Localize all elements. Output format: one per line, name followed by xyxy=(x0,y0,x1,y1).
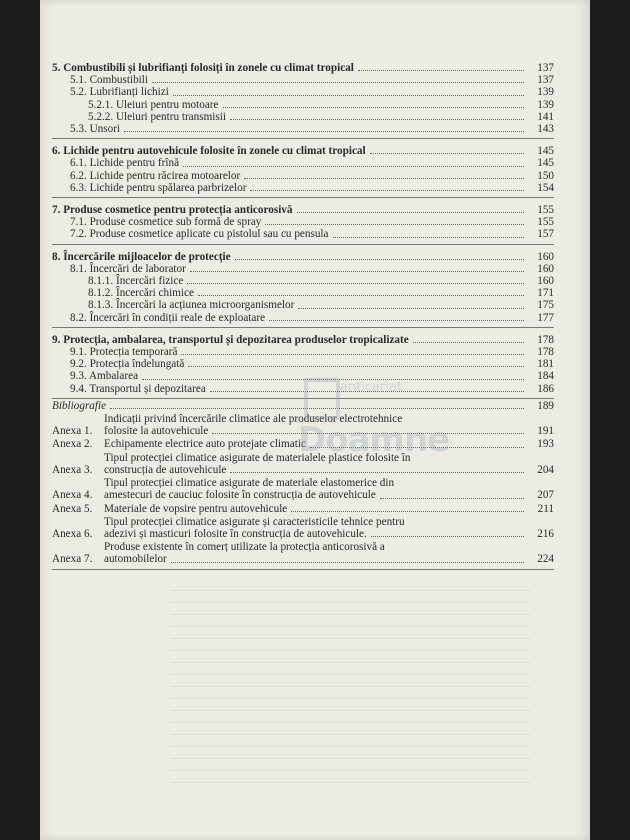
toc-entry-title: 6.1. Lichide pentru frînă xyxy=(70,157,180,170)
section-divider xyxy=(52,244,554,245)
toc-section-row xyxy=(52,275,554,287)
dot-leader xyxy=(358,70,524,71)
toc-annex-row xyxy=(52,503,554,515)
toc-entry-title: 9.1. Protecția temporară xyxy=(70,346,178,359)
toc-entry-title: 8.1.2. Încercări chimice xyxy=(88,287,194,300)
toc-entry-page: 150 xyxy=(537,169,554,182)
watermark-line1: anticariat xyxy=(340,380,403,395)
toc-section-row xyxy=(52,74,554,86)
dot-leader xyxy=(298,308,524,309)
annex-description xyxy=(104,503,528,515)
section-divider xyxy=(52,569,554,570)
annex-description xyxy=(104,477,528,501)
dot-leader xyxy=(183,166,524,167)
toc-section-row xyxy=(52,263,554,275)
dot-leader xyxy=(181,354,524,355)
toc-entry-page: 154 xyxy=(537,181,554,194)
annex-page: 191 xyxy=(537,425,554,438)
toc-entry-title: 7.2. Produse cosmetice aplicate cu pistolul sau cu pensula xyxy=(70,228,329,241)
toc-section-row xyxy=(52,182,554,194)
toc-entry-title: 5.1. Combustibili xyxy=(70,74,149,87)
toc-annex-row xyxy=(52,541,554,565)
toc-section-row xyxy=(52,123,554,135)
book-page xyxy=(40,0,590,840)
toc-entry-page: 181 xyxy=(537,358,554,371)
table-of-contents xyxy=(52,56,554,570)
toc-entry-title: 5.2.1. Uleiuri pentru motoare xyxy=(88,98,219,111)
toc-section-row xyxy=(52,99,554,111)
bleed-through-text xyxy=(170,590,530,790)
dot-leader xyxy=(371,536,524,537)
dot-leader xyxy=(413,342,524,343)
toc-chapter-row xyxy=(52,62,554,74)
dot-leader xyxy=(223,107,525,108)
dot-leader xyxy=(380,498,524,499)
toc-section-row xyxy=(52,170,554,182)
annex-line-text: Indicații privind încercările climatice ale produselor electrotehnice xyxy=(104,413,403,426)
toc-entry-page: 137 xyxy=(537,74,554,87)
annex-description-line xyxy=(104,477,528,489)
dot-leader xyxy=(297,212,525,213)
toc-entry-title: 8.2. Încercări în condiții reale de exploatare xyxy=(70,311,266,324)
toc-entry-title: 9.4. Transportul și depozitarea xyxy=(70,382,206,395)
toc-entry-title: 5.2. Lubrifianți lichizi xyxy=(70,86,169,99)
toc-entry-title: 9. Protecția, ambalarea, transportul și depozitarea produselor tropicalizate xyxy=(52,333,409,346)
toc-section-row xyxy=(52,346,554,358)
toc-entry-page: 178 xyxy=(537,333,554,346)
toc-entry-page: 143 xyxy=(537,123,554,136)
toc-section-row xyxy=(52,157,554,169)
section-divider xyxy=(52,327,554,328)
toc-entry-page: 171 xyxy=(537,287,554,300)
annex-line-text: Tipul protecției climatice asigurate de materiale elastomerice din xyxy=(104,477,395,490)
toc-entry-title: 8.1. Încercări de laborator xyxy=(70,262,186,275)
toc-entry-title: 5. Combustibili și lubrifianți folosiți în zonele cu climat tropical xyxy=(52,62,354,74)
toc-section-row xyxy=(52,228,554,240)
dot-leader xyxy=(269,320,524,321)
toc-entry-page: 160 xyxy=(537,250,554,263)
toc-entry-title: 5.3. Unsori xyxy=(70,123,121,136)
toc-entry-title: 7.1. Produse cosmetice sub formă de spray xyxy=(70,216,262,229)
section-divider xyxy=(52,197,554,198)
annex-description-line xyxy=(104,528,528,540)
watermark-icon xyxy=(304,378,340,420)
toc-entry-page: 145 xyxy=(537,157,554,170)
toc-chapter-row xyxy=(52,145,554,157)
annex-line-text: amestecuri de cauciuc folosite în construcția de autovehicule xyxy=(104,489,376,502)
toc-entry-title: 6. Lichide pentru autovehicule folosite în zonele cu climat tropical xyxy=(52,145,366,158)
toc-entry-title: 6.2. Lichide pentru răcirea motoarelor xyxy=(70,169,241,182)
annex-description-line xyxy=(104,516,528,528)
dot-leader xyxy=(230,119,524,120)
annex-label: Anexa 7. xyxy=(52,553,93,566)
annex-page: 207 xyxy=(537,489,554,502)
dot-leader xyxy=(230,472,524,473)
annex-page: 216 xyxy=(537,527,554,540)
toc-entry-page: 155 xyxy=(537,204,554,217)
annex-line-text: Produse existente în comerț utilizate la protecția anticorosivă a xyxy=(104,541,385,554)
bibliography-page: 189 xyxy=(537,399,554,412)
annex-page: 193 xyxy=(537,438,554,451)
annex-line-text: Tipul protecției climatice asigurate de materialele plastice folosite în xyxy=(104,451,411,464)
annex-description-line xyxy=(104,541,528,553)
annex-line-text: Echipamente electrice auto protejate climatic xyxy=(104,438,306,451)
dot-leader xyxy=(244,178,524,179)
watermark-line2: Doamne xyxy=(298,420,450,460)
toc-entry-page: 157 xyxy=(537,228,554,241)
toc-entry-page: 178 xyxy=(537,346,554,359)
annex-line-text: adezivi și masticuri folosite în construcția de autovehicule. xyxy=(104,527,367,540)
dot-leader xyxy=(173,95,524,96)
toc-chapter-row xyxy=(52,204,554,216)
annex-page: 211 xyxy=(537,502,554,515)
toc-entry-title: 9.3. Ambalarea xyxy=(70,370,139,383)
annex-label: Anexa 4. xyxy=(52,489,93,502)
dot-leader xyxy=(152,82,524,83)
toc-entry-page: 160 xyxy=(537,262,554,275)
toc-entry-title: 7. Produse cosmetice pentru protecția anticorosivă xyxy=(52,204,293,217)
toc-section-row xyxy=(52,299,554,311)
toc-entry-title: 5.2.2. Uleiuri pentru transmisii xyxy=(88,110,226,123)
dot-leader xyxy=(190,271,524,272)
annex-label: Anexa 3. xyxy=(52,463,93,476)
toc-entry-page: 137 xyxy=(537,62,554,74)
toc-entry-page: 175 xyxy=(537,299,554,312)
toc-entry-page: 177 xyxy=(537,311,554,324)
toc-entry-title: 6.3. Lichide pentru spălarea parbrizelor xyxy=(70,181,247,194)
annex-line-text: folosite la autovehicule xyxy=(104,425,209,438)
dot-leader xyxy=(235,259,524,260)
dot-leader xyxy=(187,283,524,284)
dot-leader xyxy=(171,562,524,563)
toc-entry-page: 145 xyxy=(537,145,554,158)
dot-leader xyxy=(124,131,524,132)
dot-leader xyxy=(291,511,524,512)
toc-entry-page: 139 xyxy=(537,86,554,99)
toc-entry-page: 139 xyxy=(537,98,554,111)
dot-leader xyxy=(333,237,525,238)
toc-section-row xyxy=(52,216,554,228)
annex-description-line xyxy=(104,489,528,501)
toc-entry-page: 155 xyxy=(537,216,554,229)
dot-leader xyxy=(250,190,524,191)
annex-page: 224 xyxy=(537,553,554,566)
annex-label: Anexa 1. xyxy=(52,425,93,438)
watermark-logo xyxy=(298,378,450,468)
bibliography-title: Bibliografie xyxy=(52,399,107,412)
annex-line-text: construcția de autovehicule xyxy=(104,463,227,476)
annex-page: 204 xyxy=(537,463,554,476)
toc-entry-title: 8.1.3. Încercări la acțiunea microorganismelor xyxy=(88,299,295,312)
toc-entry-page: 141 xyxy=(537,110,554,123)
annex-line-text: Tipul protecției climatice asigurate și caracteristicile tehnice pentru xyxy=(104,515,405,528)
section-divider xyxy=(52,138,554,139)
toc-section-row xyxy=(52,312,554,324)
toc-chapter-row xyxy=(52,251,554,263)
toc-entry-page: 184 xyxy=(537,370,554,383)
toc-annex-row xyxy=(52,516,554,540)
annex-description-line xyxy=(104,553,528,565)
toc-section-row xyxy=(52,358,554,370)
toc-entry-title: 9.2. Protecția îndelungată xyxy=(70,358,185,371)
annex-label: Anexa 6. xyxy=(52,527,93,540)
annex-line-text: automobilelor xyxy=(104,553,167,566)
toc-entry-title: 8. Încercările mijloacelor de protecție xyxy=(52,250,231,263)
annex-line-text: Materiale de vopsire pentru autovehicule xyxy=(104,502,288,515)
toc-entry-page: 160 xyxy=(537,275,554,288)
toc-section-row xyxy=(52,287,554,299)
toc-entry-title: 8.1.1. Încercări fizice xyxy=(88,275,184,288)
dot-leader xyxy=(188,366,524,367)
toc-section-row xyxy=(52,86,554,98)
dot-leader xyxy=(198,295,524,296)
toc-annex-row xyxy=(52,477,554,501)
annex-description-line xyxy=(104,503,528,515)
dot-leader xyxy=(265,224,524,225)
annex-label: Anexa 2. xyxy=(52,438,93,451)
annex-label: Anexa 5. xyxy=(52,502,93,515)
annex-description xyxy=(104,516,528,540)
toc-section-row xyxy=(52,111,554,123)
toc-entry-page: 186 xyxy=(537,382,554,395)
dot-leader xyxy=(370,153,524,154)
toc-chapter-row xyxy=(52,334,554,346)
annex-description xyxy=(104,541,528,565)
